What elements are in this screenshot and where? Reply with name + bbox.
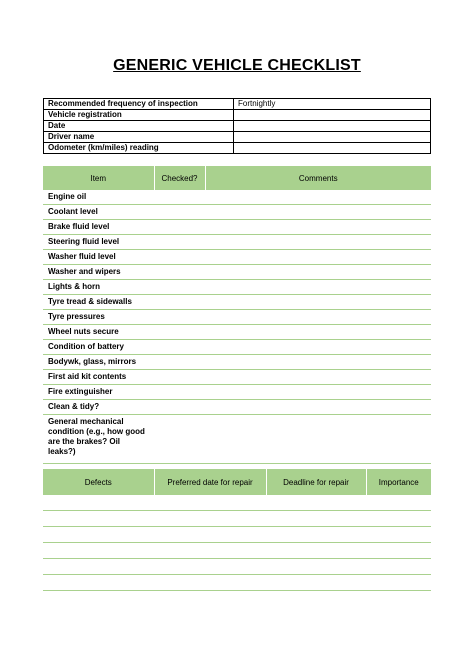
checked-cell[interactable] xyxy=(154,205,205,220)
checked-cell[interactable] xyxy=(154,280,205,295)
checked-cell[interactable] xyxy=(154,265,205,280)
checked-cell[interactable] xyxy=(154,340,205,355)
deadline-cell[interactable] xyxy=(266,527,366,543)
checklist-row xyxy=(43,205,431,220)
checklist-row xyxy=(43,355,431,370)
importance-column-header: Importance xyxy=(366,469,431,495)
defects-column-header: Defects xyxy=(43,469,154,495)
importance-cell[interactable] xyxy=(366,527,431,543)
checklist-row xyxy=(43,235,431,250)
checked-cell[interactable] xyxy=(154,250,205,265)
deadline-cell[interactable] xyxy=(266,559,366,575)
deadline-cell[interactable] xyxy=(266,495,366,511)
comments-column-header: Comments xyxy=(205,166,431,190)
comments-cell[interactable] xyxy=(205,295,431,310)
checklist-row xyxy=(43,280,431,295)
checklist-row xyxy=(43,220,431,235)
checklist-item-label: Clean & tidy? xyxy=(43,400,154,415)
defect-cell[interactable] xyxy=(43,575,154,591)
importance-cell[interactable] xyxy=(366,575,431,591)
comments-cell[interactable] xyxy=(205,205,431,220)
importance-cell[interactable] xyxy=(366,543,431,559)
checklist-item-label: Bodywk, glass, mirrors xyxy=(43,355,154,370)
checked-cell[interactable] xyxy=(154,400,205,415)
info-label: Vehicle registration xyxy=(44,110,234,121)
checklist-table xyxy=(43,166,431,464)
checklist-item-label: Wheel nuts secure xyxy=(43,325,154,340)
checked-cell[interactable] xyxy=(154,355,205,370)
comments-cell[interactable] xyxy=(205,220,431,235)
checklist-row xyxy=(43,265,431,280)
info-label: Date xyxy=(44,121,234,132)
checklist-item-label-line: leaks?) xyxy=(48,447,76,456)
comments-cell[interactable] xyxy=(205,415,431,464)
preferred-date-column-header: Preferred date for repair xyxy=(154,469,266,495)
checklist-item-label: First aid kit contents xyxy=(43,370,154,385)
checklist-item-label-line: condition (e.g., how good xyxy=(48,427,145,436)
checklist-item-label-line: General mechanical xyxy=(48,417,124,426)
info-value[interactable] xyxy=(234,121,431,132)
comments-cell[interactable] xyxy=(205,310,431,325)
checklist-item-label: Brake fluid level xyxy=(43,220,154,235)
comments-cell[interactable] xyxy=(205,385,431,400)
importance-cell[interactable] xyxy=(366,495,431,511)
preferred-date-cell[interactable] xyxy=(154,543,266,559)
checklist-row xyxy=(43,310,431,325)
checklist-item-label xyxy=(43,415,154,464)
importance-cell[interactable] xyxy=(366,511,431,527)
checked-cell[interactable] xyxy=(154,295,205,310)
page-title: GENERIC VEHICLE CHECKLIST xyxy=(113,57,361,74)
defects-row xyxy=(43,543,431,559)
checked-cell[interactable] xyxy=(154,310,205,325)
checked-cell[interactable] xyxy=(154,325,205,340)
preferred-date-cell[interactable] xyxy=(154,495,266,511)
defect-cell[interactable] xyxy=(43,511,154,527)
comments-cell[interactable] xyxy=(205,325,431,340)
info-value[interactable]: Fortnightly xyxy=(234,99,431,110)
checklist-item-label: Lights & horn xyxy=(43,280,154,295)
checklist-row xyxy=(43,370,431,385)
checklist-row xyxy=(43,325,431,340)
checklist-item-label: Tyre pressures xyxy=(43,310,154,325)
defects-table xyxy=(43,469,431,591)
comments-cell[interactable] xyxy=(205,190,431,205)
item-column-header: Item xyxy=(43,166,154,190)
preferred-date-cell[interactable] xyxy=(154,527,266,543)
info-label: Odometer (km/miles) reading xyxy=(44,143,234,154)
checklist-item-label: Engine oil xyxy=(43,190,154,205)
comments-cell[interactable] xyxy=(205,355,431,370)
defects-row xyxy=(43,495,431,511)
checklist-row xyxy=(43,295,431,310)
info-row xyxy=(44,110,431,121)
checklist-item-label-line: are the brakes? Oil xyxy=(48,437,121,446)
checklist-header-row xyxy=(43,166,431,190)
vehicle-info-table xyxy=(43,98,431,154)
checklist-item-label: Steering fluid level xyxy=(43,235,154,250)
defects-body xyxy=(43,495,431,591)
preferred-date-cell[interactable] xyxy=(154,575,266,591)
checked-cell[interactable] xyxy=(154,220,205,235)
info-row xyxy=(44,99,431,110)
checklist-row xyxy=(43,400,431,415)
info-label: Driver name xyxy=(44,132,234,143)
defects-row xyxy=(43,559,431,575)
info-row xyxy=(44,132,431,143)
info-row xyxy=(44,121,431,132)
info-label: Recommended frequency of inspection xyxy=(44,99,234,110)
checked-cell[interactable] xyxy=(154,235,205,250)
checked-cell[interactable] xyxy=(154,370,205,385)
defect-cell[interactable] xyxy=(43,495,154,511)
info-row xyxy=(44,143,431,154)
checklist-item-label: Fire extinguisher xyxy=(43,385,154,400)
comments-cell[interactable] xyxy=(205,400,431,415)
preferred-date-cell[interactable] xyxy=(154,559,266,575)
importance-cell[interactable] xyxy=(366,559,431,575)
deadline-column-header: Deadline for repair xyxy=(266,469,366,495)
deadline-cell[interactable] xyxy=(266,575,366,591)
defect-cell[interactable] xyxy=(43,559,154,575)
checklist-item-label: Tyre tread & sidewalls xyxy=(43,295,154,310)
checklist-row xyxy=(43,385,431,400)
defect-cell[interactable] xyxy=(43,527,154,543)
defects-row xyxy=(43,511,431,527)
info-value[interactable] xyxy=(234,132,431,143)
comments-cell[interactable] xyxy=(205,235,431,250)
checked-cell[interactable] xyxy=(154,385,205,400)
defects-row xyxy=(43,527,431,543)
deadline-cell[interactable] xyxy=(266,511,366,527)
checklist-body xyxy=(43,190,431,464)
checked-cell[interactable] xyxy=(154,190,205,205)
checklist-row xyxy=(43,340,431,355)
checklist-row xyxy=(43,250,431,265)
checklist-item-label: Condition of battery xyxy=(43,340,154,355)
checklist-item-label: Washer fluid level xyxy=(43,250,154,265)
deadline-cell[interactable] xyxy=(266,543,366,559)
preferred-date-cell[interactable] xyxy=(154,511,266,527)
comments-cell[interactable] xyxy=(205,250,431,265)
info-value[interactable] xyxy=(234,110,431,121)
checked-column-header: Checked? xyxy=(154,166,205,190)
comments-cell[interactable] xyxy=(205,340,431,355)
info-value[interactable] xyxy=(234,143,431,154)
comments-cell[interactable] xyxy=(205,370,431,385)
defect-cell[interactable] xyxy=(43,543,154,559)
checked-cell[interactable] xyxy=(154,415,205,464)
defects-header-row xyxy=(43,469,431,495)
defects-row xyxy=(43,575,431,591)
checklist-row xyxy=(43,190,431,205)
comments-cell[interactable] xyxy=(205,265,431,280)
checklist-item-label: Washer and wipers xyxy=(43,265,154,280)
comments-cell[interactable] xyxy=(205,280,431,295)
checklist-item-label: Coolant level xyxy=(43,205,154,220)
checklist-row xyxy=(43,415,431,464)
